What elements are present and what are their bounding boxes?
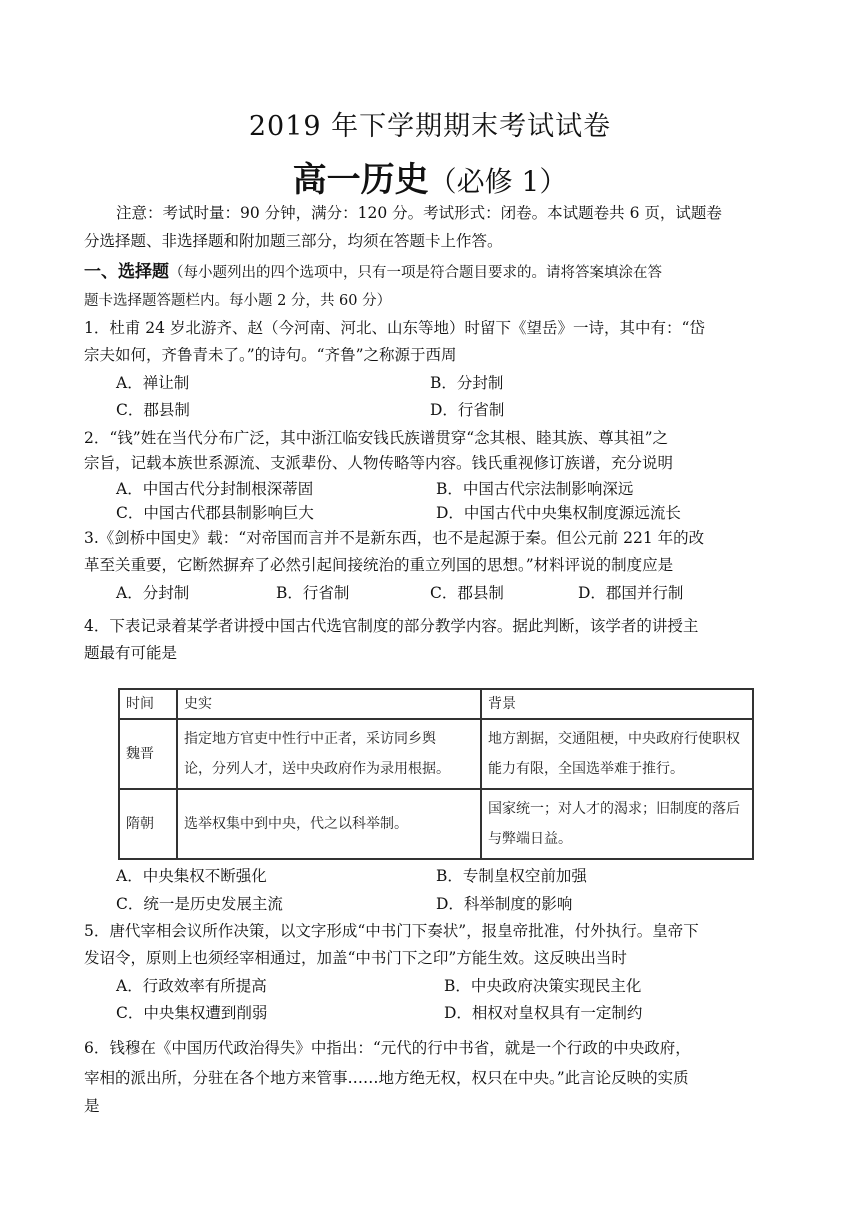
table-header-row (119, 689, 753, 719)
question-1-line-1: 1．杜甫 24 岁北游齐、赵（今河南、河北、山东等地）时留下《望岳》一诗，其中有：“岱 (84, 319, 705, 337)
question-4-line-1: 4．下表记录着某学者讲授中国古代选官制度的部分教学内容。据此判断，该学者的讲授主 (84, 617, 699, 635)
question-3-line-1: 3.《剑桥中国史》载：“对帝国而言并不是新东西，也不是起源于秦。但公元前 221 年的改 (84, 529, 705, 547)
question-2-line-1: 2．“钱”姓在当代分布广泛，其中浙江临安钱氏族谱贯穿“念其根、睦其族、尊其祖”之 (84, 429, 669, 447)
question-3-option-b: B．行省制 (276, 584, 350, 602)
question-4-line-2: 题最有可能是 (84, 644, 178, 662)
question-5-option-a: A．行政效率有所提高 (116, 977, 267, 995)
question-3-option-d: D．郡国并行制 (578, 584, 684, 602)
background-line: 能力有限，全国选举难于推行。 (488, 761, 684, 777)
exam-subtitle (0, 152, 860, 201)
subtitle-paren: （必修 1） (428, 165, 568, 198)
question-1-option-d: D．行省制 (430, 401, 505, 419)
question-4-option-b: B．专制皇权空前加强 (436, 867, 587, 885)
question-2-option-d: D．中国古代中央集权制度源远流长 (436, 504, 681, 522)
section-1-note-2: 题卡选择题答题栏内。每小题 2 分，共 60 分） (84, 293, 392, 309)
table-cell-fact (177, 789, 481, 859)
background-line: 国家统一；对人才的渴求；旧制度的落后 (488, 801, 740, 817)
table-cell-background (481, 789, 753, 859)
question-3-line-2: 革至关重要，它断然摒弃了必然引起间接统治的重立列国的思想。”材料评说的制度应是 (84, 556, 674, 574)
exam-title: 2019 年下学期期末考试试卷 (248, 111, 612, 142)
table-cell-background (481, 719, 753, 789)
question-1-option-c: C．郡县制 (116, 401, 190, 419)
question-1-line-2: 宗夫如何，齐鲁青未了。”的诗句。“齐鲁”之称源于西周 (84, 346, 457, 364)
notice-line-2: 分选择题、非选择题和附加题三部分，均须在答题卡上作答。 (84, 232, 503, 250)
question-3-option-a: A．分封制 (116, 584, 190, 602)
table-cell-fact (177, 719, 481, 789)
question-2-option-c: C．中国古代郡县制影响巨大 (116, 504, 314, 522)
question-6-line-1: 6．钱穆在《中国历代政治得失》中指出：“元代的行中书省，就是一个行政的中央政府， (84, 1039, 691, 1057)
question-5-option-b: B．中央政府决策实现民主化 (444, 977, 642, 995)
table-header: 时间 (119, 689, 177, 719)
fact-line: 选举权集中到中央，代之以科举制。 (184, 816, 408, 832)
history-table (118, 688, 754, 860)
question-1-option-b: B．分封制 (430, 374, 504, 392)
background-line: 地方割据，交通阻梗，中央政府行使职权 (488, 731, 740, 747)
question-5-option-c: C．中央集权遭到削弱 (116, 1004, 268, 1022)
fact-line: 指定地方官吏中性行中正者，采访同乡舆 (184, 731, 436, 747)
question-6-line-3: 是 (84, 1097, 100, 1115)
question-2-line-2: 宗旨，记载本族世系源流、支派辈份、人物传略等内容。钱氏重视修订族谱，充分说明 (84, 454, 674, 472)
table-cell-period: 魏晋 (119, 719, 177, 789)
question-6-line-2: 宰相的派出所，分驻在各个地方来管事……地方绝无权，权只在中央。”此言论反映的实质 (84, 1069, 689, 1087)
table-cell-period: 隋朝 (119, 789, 177, 859)
table-header: 史实 (177, 689, 481, 719)
question-4-option-a: A．中央集权不断强化 (116, 867, 267, 885)
table-row (119, 719, 753, 789)
section-1-heading: 一、选择题 (84, 262, 169, 282)
background-line: 与弊端日益。 (488, 831, 572, 847)
question-5-line-1: 5．唐代宰相会议所作决策，以文字形成“中书门下奏状”，报皇帝批准，付外执行。皇帝下 (84, 922, 699, 940)
notice-line-1: 注意：考试时量：90 分钟，满分：120 分。考试形式：闭卷。本试题卷共 6 页，试题卷 (116, 204, 722, 222)
section-1-heading-line (84, 262, 784, 283)
table-row (119, 789, 753, 859)
section-1-note-1: （每小题列出的四个选项中，只有一项是符合题目要求的。请将答案填涂在答 (169, 265, 662, 281)
question-1-option-a: A．禅让制 (116, 374, 190, 392)
question-5-line-2: 发诏令，原则上也须经宰相通过，加盖“中书门下之印”方能生效。这反映出当时 (84, 949, 627, 967)
question-2-option-b: B．中国古代宗法制影响深远 (436, 480, 634, 498)
question-4-option-d: D．科举制度的影响 (436, 895, 573, 913)
question-4-option-c: C．统一是历史发展主流 (116, 895, 283, 913)
table-header: 背景 (481, 689, 753, 719)
question-2-option-a: A．中国古代分封制根深蒂固 (116, 480, 314, 498)
fact-line: 论，分列人才，送中央政府作为录用根据。 (184, 761, 450, 777)
question-3-option-c: C．郡县制 (430, 584, 504, 602)
question-5-option-d: D．相权对皇权具有一定制约 (444, 1004, 643, 1022)
subtitle-main: 高一历史 (292, 160, 429, 200)
